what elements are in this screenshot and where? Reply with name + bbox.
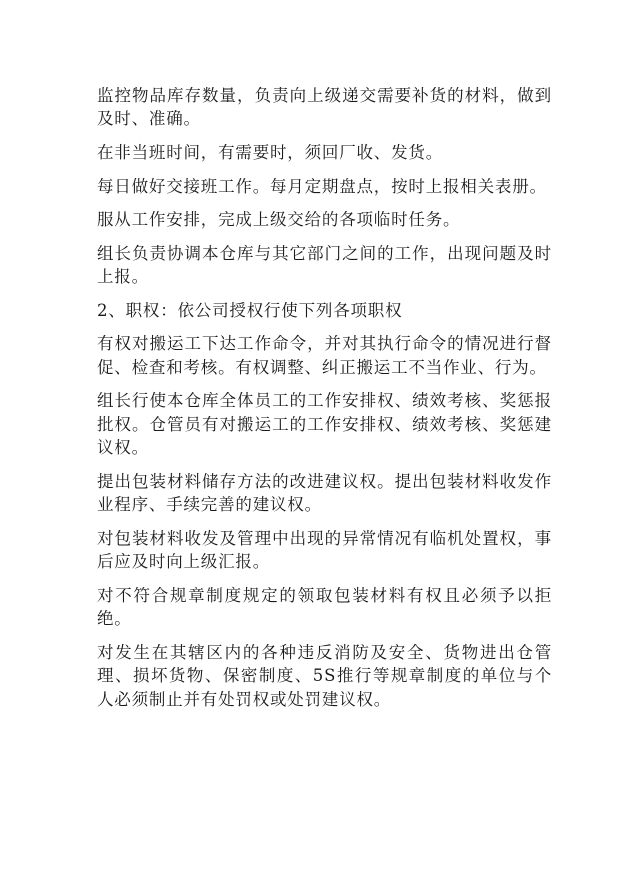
paragraph-7: 组长行使本仓库全体员工的工作安排权、绩效考核、奖惩报批权。仓管员有对搬运工的工作安排权、绩效考核、奖惩建议权。 [97, 391, 552, 458]
paragraph-5: 组长负责协调本仓库与其它部门之间的工作，出现问题及时上报。 [97, 243, 552, 287]
paragraph-2: 在非当班时间，有需要时，须回厂收、发货。 [97, 143, 443, 162]
paragraph-1: 监控物品库存数量，负责向上级递交需要补货的材料，做到及时、准确。 [97, 86, 552, 129]
paragraph-10: 对不符合规章制度规定的领取包装材料有权且必须予以拒绝。 [97, 585, 552, 629]
paragraph-11: 对发生在其辖区内的各种违反消防及安全、货物进出仓管理、损坏货物、保密制度、5S推行等规章制度的单位与个人必须制止并有处罚权或处罚建议权。 [97, 642, 552, 709]
paragraph-8: 提出包装材料储存方法的改进建议权。提出包装材料收发作业程序、手续完善的建议权。 [97, 471, 552, 515]
section-heading: 2、职权：依公司授权行使下列各项职权 [97, 300, 403, 320]
paragraph-9: 对包装材料收发及管理中出现的异常情况有临机处置权，事后应及时向上级汇报。 [97, 528, 552, 572]
paragraph-3: 每日做好交接班工作。每月定期盘点，按时上报相关表册。 [97, 176, 547, 196]
paragraph-4: 服从工作安排，完成上级交给的各项临时任务。 [97, 210, 461, 230]
document-body [97, 84, 552, 721]
paragraph-6: 有权对搬运工下达工作命令，并对其执行命令的情况进行督促、检查和考核。有权调整、纠正搬运工不当作业、行为。 [97, 334, 552, 377]
